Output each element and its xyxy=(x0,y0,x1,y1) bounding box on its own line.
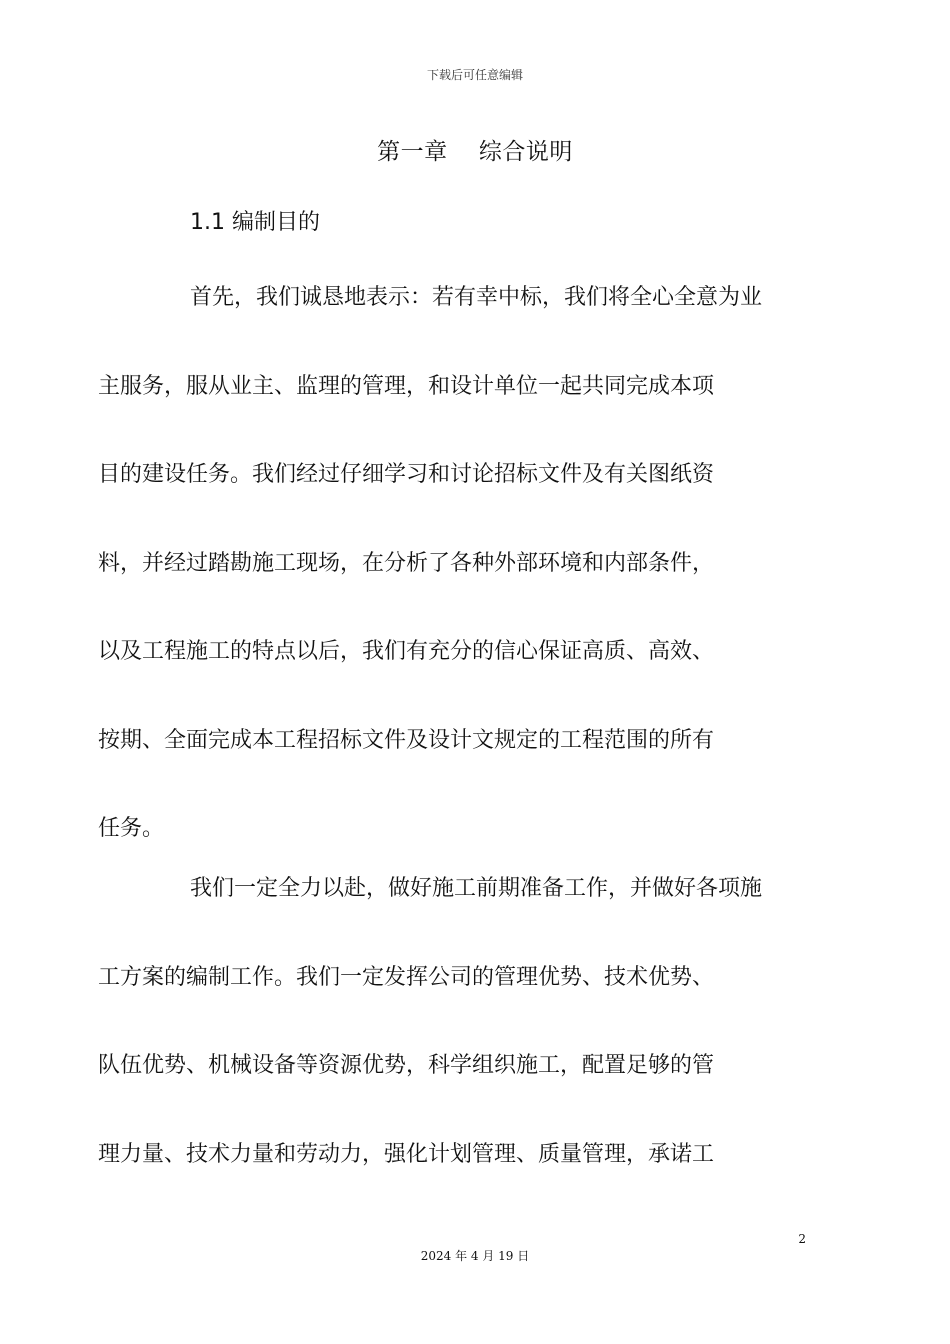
paragraph-line: 目的建设任务。我们经过仔细学习和讨论招标文件及有关图纸资 xyxy=(98,462,715,487)
section-heading: 1.1 编制目的 xyxy=(190,210,320,235)
body-paragraph-2 xyxy=(98,845,806,1199)
chapter-title: 第一章 综合说明 xyxy=(377,139,573,165)
paragraph-line: 以及工程施工的特点以后，我们有充分的信心保证高质、高效、 xyxy=(98,639,715,664)
header-note: 下载后可任意编辑 xyxy=(426,68,523,82)
paragraph-line: 料，并经过踏勘施工现场，在分析了各种外部环境和内部条件， xyxy=(98,550,715,576)
paragraph-line: 主服务，服从业主、监理的管理，和设计单位一起共同完成本项 xyxy=(98,373,715,399)
paragraph-line: 我们一定全力以赴，做好施工前期准备工作，并做好各项施 xyxy=(190,876,763,901)
paragraph-line: 队伍优势、机械设备等资源优势，科学组织施工，配置足够的管 xyxy=(98,1053,715,1078)
paragraph-line: 工方案的编制工作。我们一定发挥公司的管理优势、技术优势、 xyxy=(98,964,715,990)
page-number: 2 xyxy=(798,1232,806,1246)
footer-date: 2024 年 4 月 19 日 xyxy=(420,1249,530,1263)
paragraph-line: 任务。 xyxy=(98,816,165,841)
paragraph-line: 首先，我们诚恳地表示：若有幸中标，我们将全心全意为业 xyxy=(190,285,763,310)
paragraph-line: 按期、全面完成本工程招标文件及设计文规定的工程范围的所有 xyxy=(98,727,715,753)
paragraph-line: 理力量、技术力量和劳动力，强化计划管理、质量管理，承诺工 xyxy=(98,1141,715,1167)
body-paragraph-1 xyxy=(98,254,806,874)
